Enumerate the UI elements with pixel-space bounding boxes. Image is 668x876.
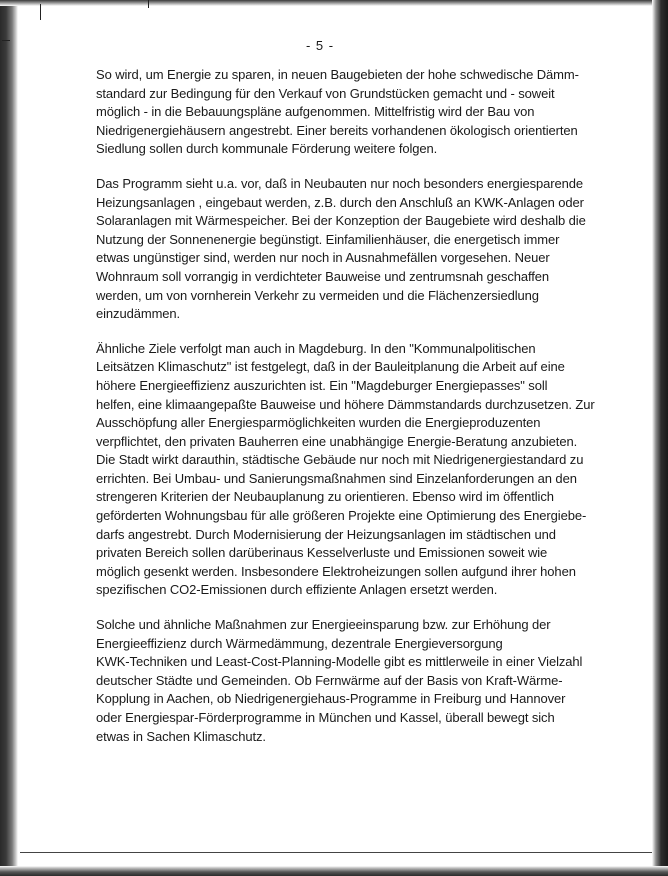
text-line: Niedrigenergiehäusern angestrebt. Einer bereits vorhandenen ökologisch orientierten <box>96 122 578 138</box>
text-line: Ausschöpfung aller Energiesparmöglichkeiten wurden die Energieproduzenten <box>96 415 541 431</box>
text-line: Siedlung sollen durch kommunale Förderung weitere folgen. <box>96 141 438 157</box>
scan-mark <box>148 0 149 8</box>
scan-top-edge <box>0 0 668 6</box>
paragraph-3 <box>96 340 595 600</box>
text-line: So wird, um Energie zu sparen, in neuen Baugebieten der hohe schwedische Dämm- <box>96 67 579 82</box>
text-line: deutscher Städte und Gemeinden. Ob Fernwärme auf der Basis von Kraft-Wärme- <box>96 672 563 688</box>
text-line: Ähnliche Ziele verfolgt man auch in Magdeburg. In den "Kommunalpolitischen <box>96 340 536 356</box>
text-line: möglich gesenkt werden. Insbesondere Elektroheizungen sollen aufgund ihrer hohen <box>96 563 576 579</box>
scan-bottom-edge <box>0 866 668 876</box>
text-line: Solaranlagen mit Wärmespeicher. Bei der Konzeption der Baugebiete wird deshalb die <box>96 213 586 229</box>
text-line: höhere Energieeffizienz auszurichten ist. Ein "Magdeburger Energiepasses" soll <box>96 377 548 393</box>
text-line: Heizungsanlagen , eingebaut werden, z.B. durch den Anschluß an KWK-Anlagen oder <box>96 194 584 210</box>
text-line: einzudämmen. <box>96 306 181 322</box>
text-line: standard zur Bedingung für den Verkauf von Grundstücken gemacht und - soweit <box>96 85 555 101</box>
footer-rule <box>20 852 652 853</box>
text-line: Leitsätzen Klimaschutz" ist festgelegt, daß in der Bauleitplanung die Arbeit auf eine <box>96 359 565 375</box>
page-number: - 5 - <box>305 38 335 53</box>
text-line: verpflichtet, den privaten Bauherren eine unabhängige Energie-Beratung anzubieten. <box>96 433 578 449</box>
text-line: etwas in Sachen Klimaschutz. <box>96 728 266 744</box>
scan-left-edge <box>0 0 18 876</box>
text-line: oder Energiespar-Förderprogramme in München und Kassel, überall bewegt sich <box>96 710 555 725</box>
text-line: KWK-Techniken und Least-Cost-Planning-Modelle gibt es mittlerweile in einer Vielzahl <box>96 654 583 670</box>
text-line: strengeren Kriterien der Neubauplanung zu orientieren. Ebenso wird im öffentlich <box>96 489 554 505</box>
text-line: spezifischen CO2-Emissionen durch effiziente Anlagen ersetzt werden. <box>96 582 498 598</box>
text-line: darfs angestrebt. Durch Modernisierung der Heizungsanlagen im städtischen und <box>96 526 556 542</box>
text-line: etwas ungünstiger sind, werden nur noch in Ausnahmefällen vorgesehen. Neuer <box>96 250 550 266</box>
text-line: privaten Bereich sollen darüberinaus Kesselverluste und Emissionen soweit wie <box>96 545 548 561</box>
text-line: Wohnraum soll vorrangig in verdichteter Bauweise und zentrumsnah geschaffen <box>96 268 550 284</box>
paragraph-2 <box>96 175 586 324</box>
text-line: helfen, eine klimaangepaßte Bauweise und höhere Dämmstandards durchzusetzen. Zur <box>96 396 595 412</box>
text-line: Kopplung in Aachen, ob Niedrigenergiehaus-Programme in Freiburg und Hannover <box>96 691 566 707</box>
text-line: Solche und ähnliche Maßnahmen zur Energieeinsparung bzw. zur Erhöhung der <box>96 617 551 633</box>
text-line: möglich - in die Bebauungspläne aufgenommen. Mittelfristig wird der Bau von <box>96 104 535 120</box>
paragraph-1 <box>96 66 579 159</box>
text-line: Energieeffizienz durch Wärmedämmung, dezentrale Energieversorgung <box>96 635 503 651</box>
document-body <box>96 66 595 762</box>
text-line: errichten. Bei Umbau- und Sanierungsmaßnahmen sind Einzelanforderungen an den <box>96 470 577 486</box>
text-line: geförderten Wohnungsbau für alle größeren Projekte eine Optimierung des Energiebe- <box>96 508 587 524</box>
text-line: Das Programm sieht u.a. vor, daß in Neubauten nur noch besonders energiesparende <box>96 175 584 191</box>
text-line: Nutzung der Sonnenenergie begünstigt. Einfamilienhäuser, die energetisch immer <box>96 231 560 247</box>
text-line: werden, um von vornherein Verkehr zu vermeiden und die Flächenzersiedlung <box>96 287 539 303</box>
scan-right-edge <box>652 0 668 876</box>
text-line: Die Stadt wirkt darauthin, städtische Gebäude nur noch mit Niedrigenergiestandard zu <box>96 452 584 468</box>
paragraph-4 <box>96 616 583 746</box>
scan-mark <box>40 4 41 20</box>
